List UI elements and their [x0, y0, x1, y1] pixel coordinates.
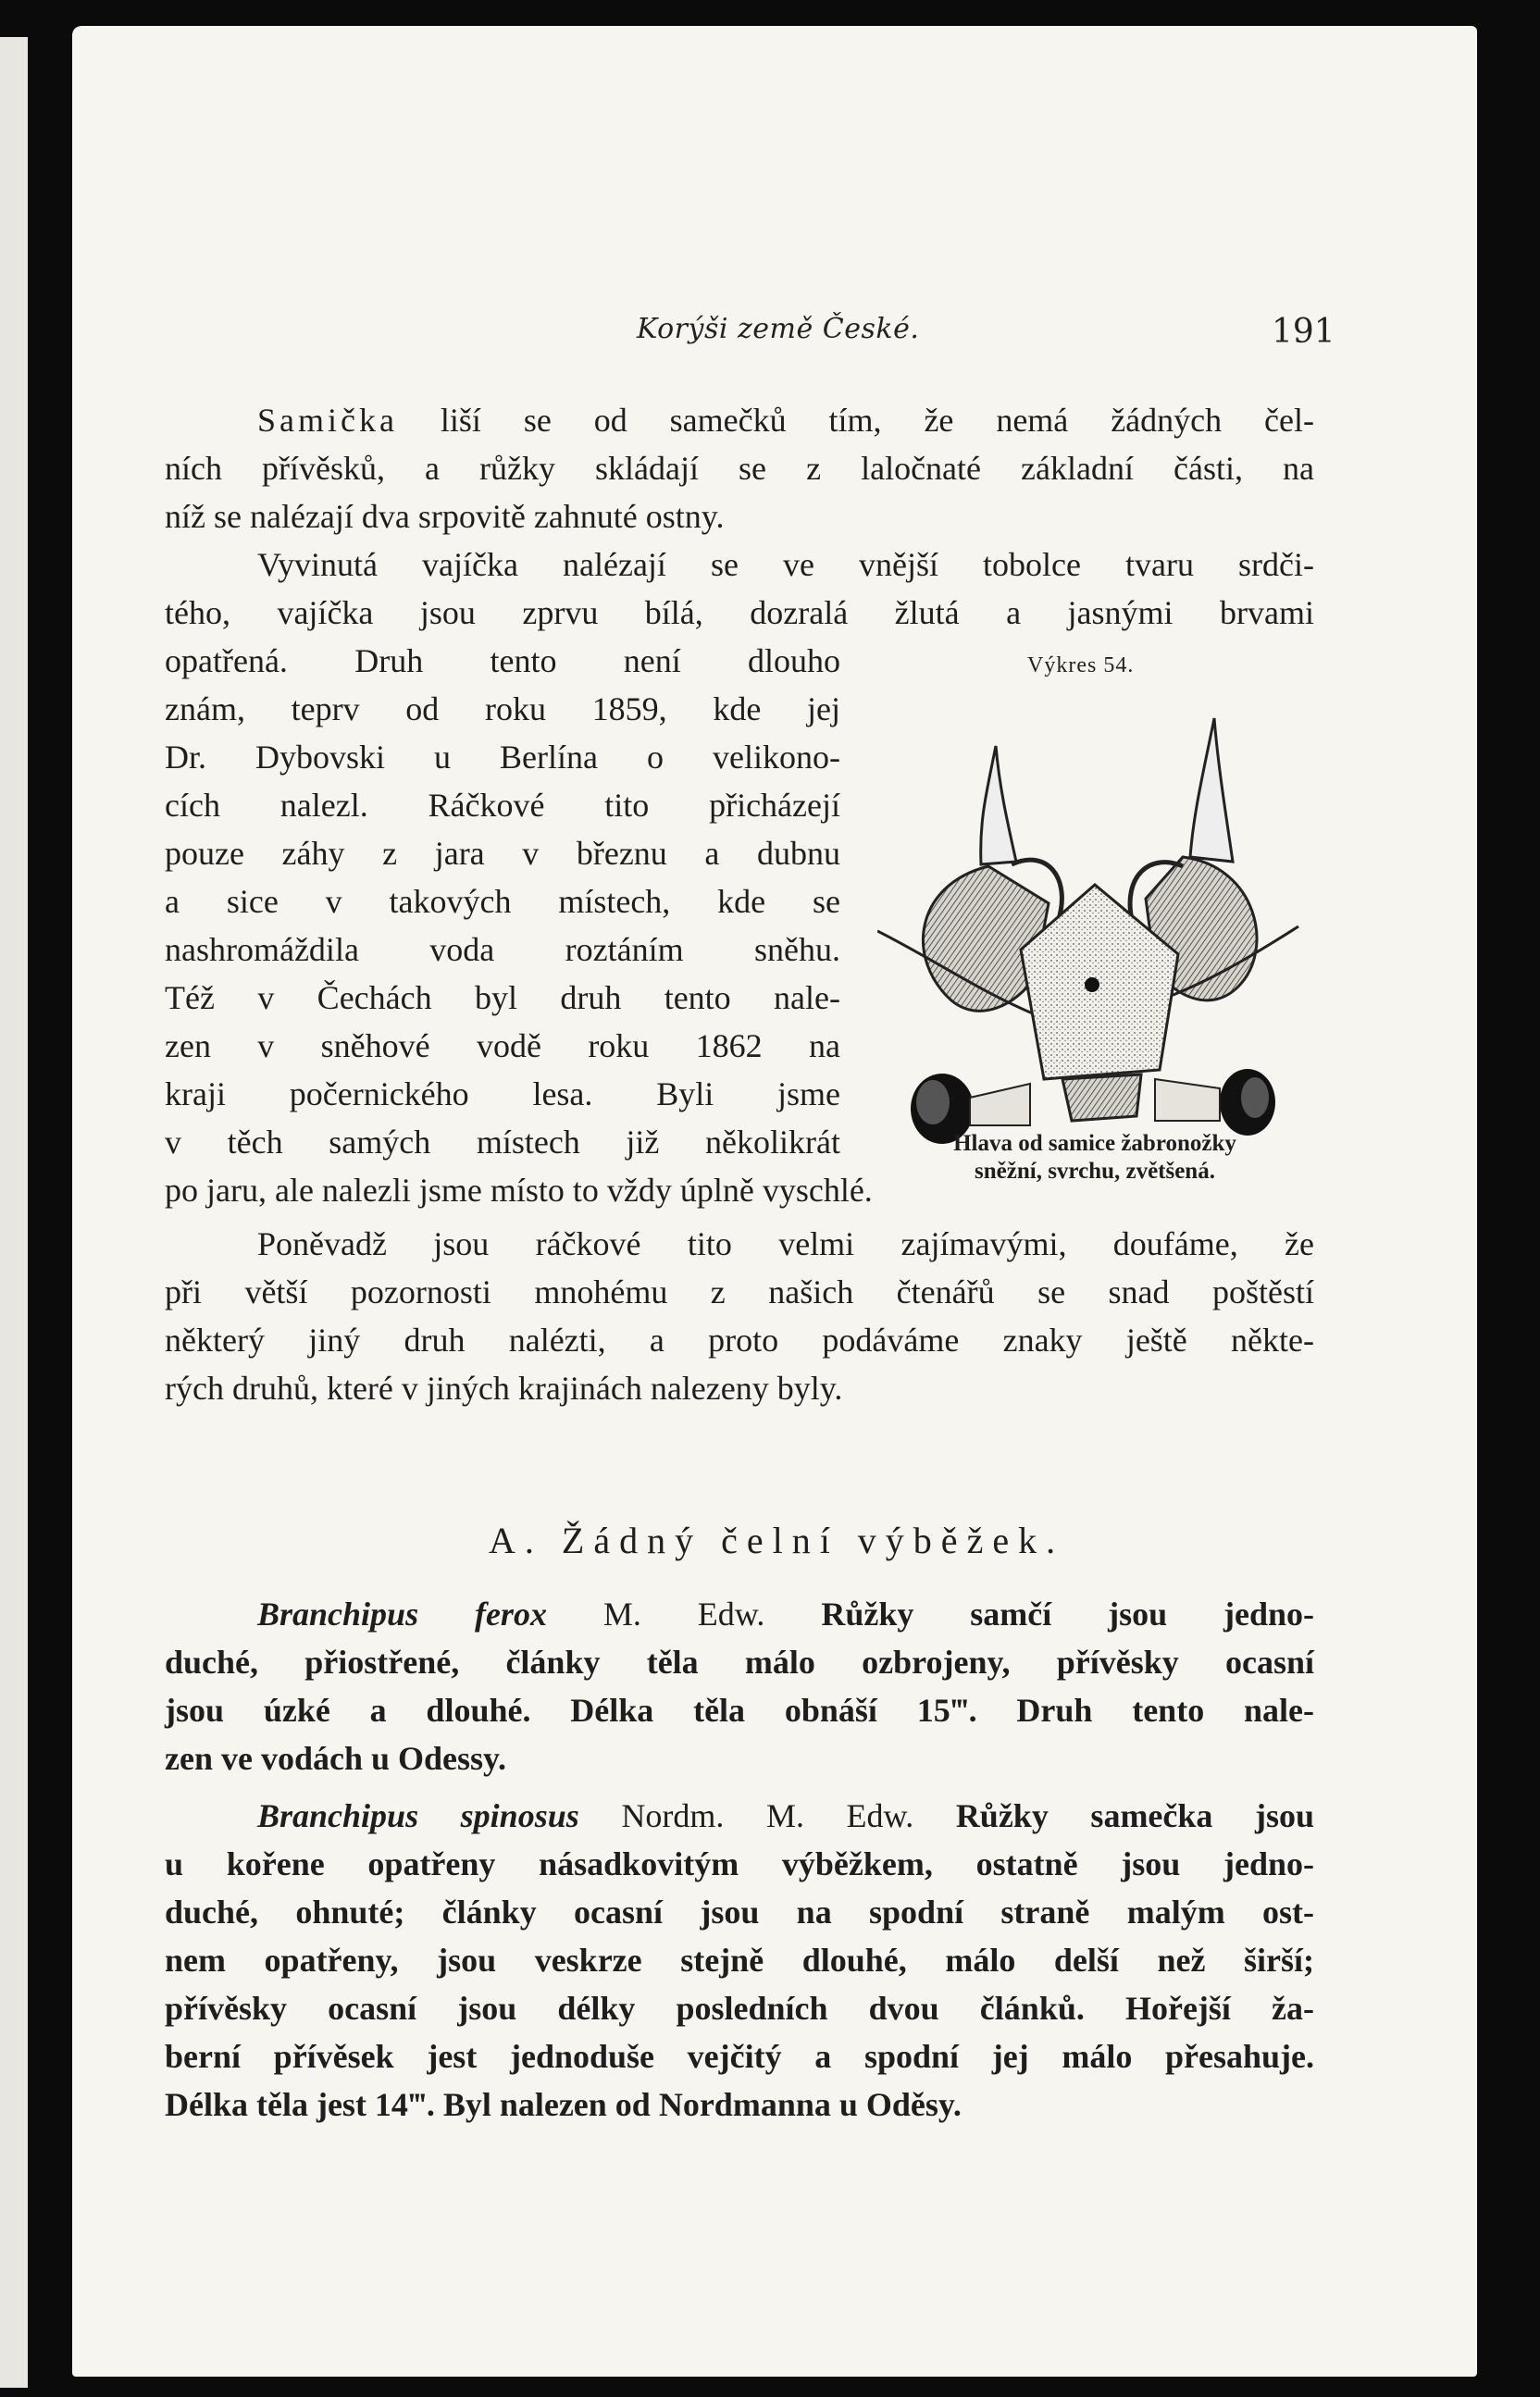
text-line: pouze záhy z jara v březnu a dubnu	[165, 835, 840, 872]
species-name: Branchipus spinosus	[257, 1797, 579, 1834]
text-line: tého, vajíčka jsou zprvu bílá, dozralá žlutá a jasnými brvami	[165, 594, 1314, 631]
caption-line: Hlava od samice žabronožky	[953, 1131, 1236, 1156]
text-line	[165, 1590, 1314, 1638]
text-line: opatřená. Druh tento není dlouho	[165, 642, 840, 679]
species-branchipus-spinosus	[165, 1792, 1314, 2129]
figure-caption	[877, 1130, 1312, 1186]
text-line: Délka těla jest 14‴. Byl nalezen od Nordmanna u Oděsy.	[165, 2086, 962, 2123]
text-line: Dr. Dybovski u Berlína o velikono-	[165, 739, 840, 776]
book-page	[72, 26, 1477, 2377]
page-number: 191	[1272, 313, 1335, 351]
text-line: cích nalezl. Ráčkové tito přicházejí	[165, 787, 840, 824]
text-line: nashromáždila voda roztáním sněhu.	[165, 931, 840, 968]
text-line: a sice v takových místech, kde se	[165, 883, 840, 920]
section-heading: A. Žádný čelní výběžek.	[489, 1520, 1065, 1561]
text-line: duché, ohnuté; články ocasní jsou na spodní straně malým ost-	[165, 1894, 1314, 1931]
text-span: liší se od samečků tím, že nemá žádných čel-	[440, 402, 1314, 439]
text-span: Růžky samečka jsou	[955, 1797, 1315, 1834]
text-line: při větší pozornosti mnohému z našich čtenářů se snad poštěstí	[165, 1273, 1314, 1310]
text-line: berní přívěsek jest jednoduše vejčitý a spodní jej málo přesahuje.	[165, 2038, 1314, 2075]
text-line: níž se nalézají dva srpovitě zahnuté ostny.	[165, 498, 725, 535]
paragraph-eggs-narrow	[165, 637, 840, 1166]
text-line: přívěsky ocasní jsou délky posledních dvou článků. Hořejší ža-	[165, 1990, 1314, 2027]
species-branchipus-ferox	[165, 1590, 1314, 1782]
text-line: jsou úzké a dlouhé. Délka těla obnáší 15‴. Druh tento nale-	[165, 1692, 1314, 1729]
species-author: M. Edw.	[602, 1596, 765, 1633]
text-line: znám, teprv od roku 1859, kde jej	[165, 690, 840, 727]
text-line: duché, přiostřené, články těla málo ozbrojeny, přívěsky ocasní	[165, 1644, 1314, 1681]
species-name: Branchipus ferox	[257, 1596, 547, 1633]
species-author: Nordm. M. Edw.	[621, 1797, 914, 1834]
running-title: Korýši země České.	[637, 313, 920, 345]
text-line: v těch samých místech již několikrát	[165, 1124, 840, 1161]
page-edge	[0, 37, 28, 2388]
text-line: Též v Čechách byl druh tento nale-	[165, 979, 840, 1016]
text-line: rých druhů, které v jiných krajinách nalezeny byly.	[165, 1370, 843, 1407]
paragraph-eggs	[165, 540, 1314, 637]
text-line	[165, 396, 1314, 444]
text-line: některý jiný druh nalézti, a proto podáváme znaky ještě někte-	[165, 1322, 1314, 1359]
text-line: po jaru, ale nalezli jsme místo to vždy úplně vyschlé.	[165, 1172, 873, 1209]
text-line: kraji počernického lesa. Byli jsme	[165, 1075, 840, 1112]
text-line: zen ve vodách u Odessy.	[165, 1740, 507, 1777]
paragraph-female	[165, 396, 1314, 540]
text-line: ních přívěsků, a růžky skládají se z laločnaté základní části, na	[165, 450, 1314, 487]
text-line: Vyvinutá vajíčka nalézají se ve vnější tobolce tvaru srdči-	[257, 546, 1314, 583]
text-span: Růžky samčí jsou jedno-	[821, 1596, 1315, 1633]
caption-line: sněžní, svrchu, zvětšená.	[975, 1159, 1215, 1184]
fairy-shrimp-head-illustration	[877, 681, 1312, 1162]
text-line	[165, 1792, 1314, 1840]
text-line: Poněvadž jsou ráčkové tito velmi zajímavými, doufáme, že	[257, 1225, 1314, 1262]
text-line: u kořene opatřeny násadkovitým výběžkem, ostatně jsou jedno-	[165, 1845, 1314, 1882]
emphasized-term: Samička	[257, 402, 398, 439]
text-line: zen v sněhové vodě roku 1862 na	[165, 1027, 840, 1064]
paragraph-interest	[165, 1220, 1314, 1412]
figure-label: Výkres 54.	[1027, 653, 1135, 677]
text-line: nem opatřeny, jsou veskrze stejně dlouhé, málo delší než širší;	[165, 1942, 1314, 1979]
